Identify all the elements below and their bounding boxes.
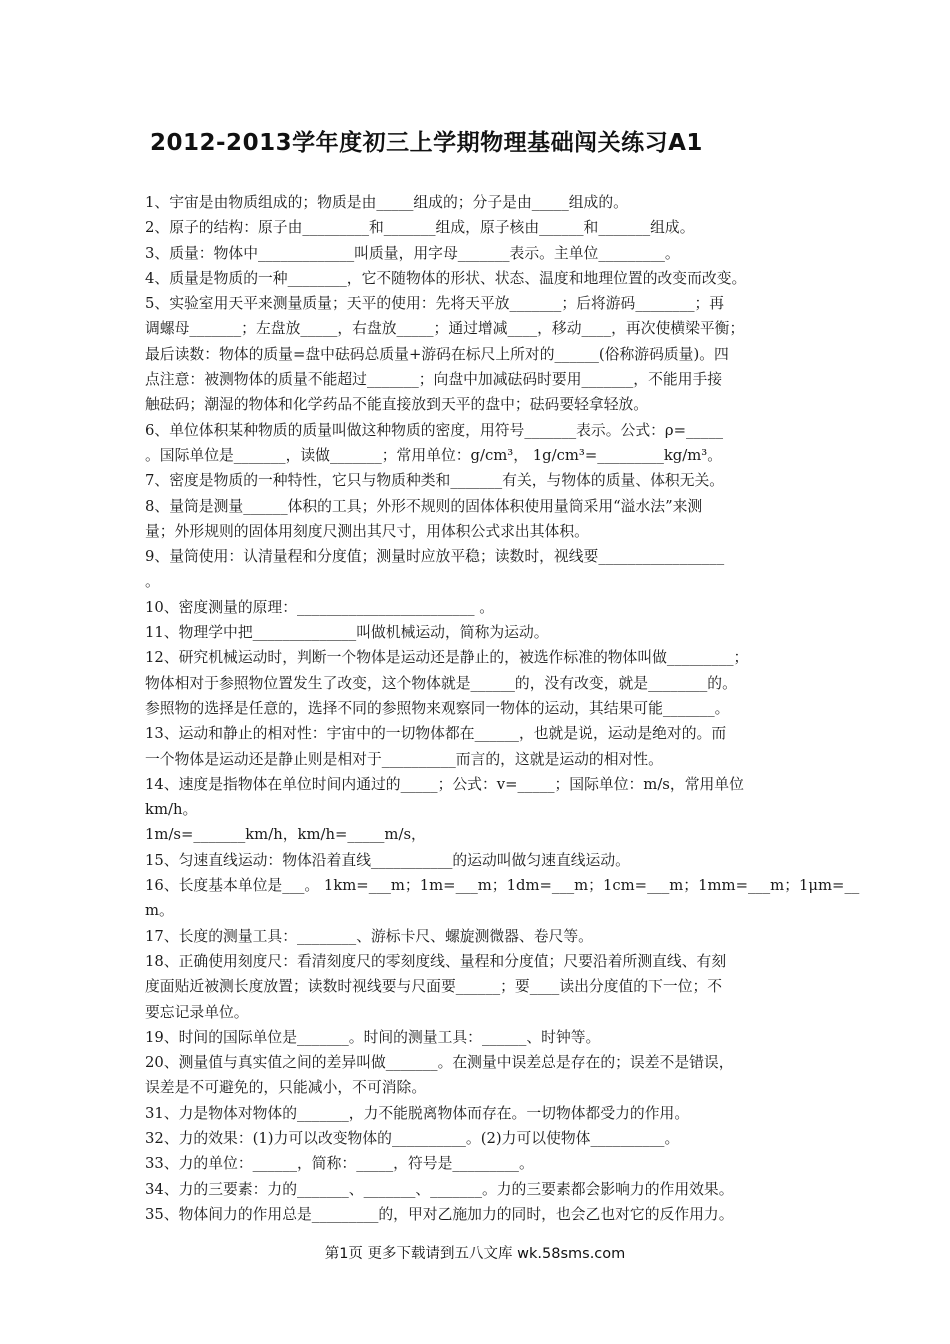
text-line: 量；外形规则的固体用刻度尺测出其尺寸，用体积公式求出其体积。 — [145, 522, 589, 540]
text-line: 1、宇宙是由物质组成的；物质是由_____组成的；分子是由_____组成的。 — [145, 194, 628, 211]
document-body — [145, 190, 860, 1227]
text-line: 35、物体间力的作用总是_________的，甲对乙施加力的同时，也会乙也对它的反作用力。 — [145, 1205, 734, 1223]
text-line: 5、实验室用天平来测量质量；天平的使用：先将天平放_______；后将游码________；再 — [145, 295, 725, 313]
text-line: 4、质量是物质的一种________，它不随物体的形状、状态、温度和地理位置的改变而改变。 — [145, 269, 747, 287]
text-line: 8、量筒是测量______体积的工具；外形不规则的固体体积使用量筒采用“溢水法”来测 — [145, 497, 703, 515]
text-line: 19、时间的国际单位是_______。时间的测量工具：______、时钟等。 — [145, 1028, 601, 1046]
text-line: 16、长度基本单位是___。 1km=___m；1m=___m；1dm=___m；1cm=___m；1mm=___m；1μm=__ — [145, 877, 860, 895]
text-line: 误差是不可避免的，只能减小，不可消除。 — [145, 1079, 427, 1097]
text-line: 6、单位体积某种物质的质量叫做这种物质的密度，用符号_______表示。公式：ρ=_____ — [145, 421, 723, 439]
page-footer: 第1页 更多下载请到五八文库 wk.58sms.com — [324, 1246, 626, 1262]
text-line: 触砝码；潮湿的物体和化学药品不能直接放到天平的盘中；砝码要轻拿轻放。 — [145, 396, 649, 414]
text-line: 参照物的选择是任意的，选择不同的参照物来观察同一物体的运动，其结果可能_______。 — [145, 699, 730, 717]
text-line: m。 — [145, 902, 174, 920]
text-line: 7、密度是物质的一种特性，它只与物质种类和_______有关，与物体的质量、体积无关。 — [145, 472, 725, 490]
text-line: 调螺母_______；左盘放_____，右盘放_____；通过增减____，移动____，再次使横梁平衡； — [145, 320, 745, 338]
text-line: 18、正确使用刻度尺：看清刻度尺的零刻度线、量程和分度值；尺要沿着所测直线、有刻 — [145, 952, 727, 970]
text-line: 12、研究机械运动时，判断一个物体是运动还是静止的，被选作标准的物体叫做_________； — [145, 649, 749, 667]
text-line: 11、物理学中把______________叫做机械运动，简称为运动。 — [145, 624, 549, 642]
text-line: 点注意：被测物体的质量不能超过_______；向盘中加减砝码时要用_______，不能用手接 — [145, 371, 723, 389]
text-line: 2、原子的结构：原子由_________和_______组成，原子核由______和_______组成。 — [145, 219, 695, 237]
text-line: 9、量筒使用：认清量程和分度值；测量时应放平稳；读数时，视线要_________________ — [145, 548, 725, 566]
text-line: 度面贴近被测长度放置；读数时视线要与尺面要______；要____读出分度值的下一位；不 — [145, 978, 723, 996]
text-line: 1m/s=_______km/h，km/h=_____m/s， — [145, 826, 426, 844]
text-line: 34、力的三要素：力的_______、_______、_______。力的三要素都会影响力的作用效果。 — [145, 1180, 734, 1198]
text-line: 10、密度测量的原理：________________________ 。 — [145, 598, 495, 616]
text-line: 3、质量：物体中_____________叫质量，用字母_______表示。主单位_________。 — [145, 244, 680, 262]
text-line: 最后读数：物体的质量=盘中砝码总质量+游码在标尺上所对的______(俗称游码质量)。四 — [145, 345, 729, 363]
text-line: 14、速度是指物体在单位时间内通过的_____；公式：v=_____；国际单位：m/s，常用单位 — [145, 775, 744, 793]
text-line: 物体相对于参照物位置发生了改变，这个物体就是______的，没有改变，就是________的。 — [145, 674, 737, 692]
page-title: 2012-2013学年度初三上学期物理基础闯关练习A1 — [150, 130, 703, 156]
text-line: 。国际单位是_______，读做_______；常用单位：g/cm³， 1g/cm³=_________kg/m³。 — [145, 446, 723, 464]
text-line: 15、匀速直线运动：物体沿着直线___________的运动叫做匀速直线运动。 — [145, 851, 630, 869]
text-line: 一个物体是运动还是静止则是相对于__________而言的，这就是运动的相对性。 — [145, 750, 663, 768]
text-line: 32、力的效果：(1)力可以改变物体的__________。(2)力可以使物体__________。 — [145, 1129, 680, 1147]
text-line: 31、力是物体对物体的_______，力不能脱离物体而存在。一切物体都受力的作用。 — [145, 1104, 690, 1122]
text-line: 要忘记录单位。 — [145, 1003, 249, 1021]
text-line: 。 — [145, 573, 160, 591]
text-line: 13、运动和静止的相对性：宇宙中的一切物体都在______，也就是说，运动是绝对的。而 — [145, 725, 727, 743]
text-line: km/h。 — [145, 801, 198, 819]
text-line: 33、力的单位：______，简称：_____，符号是_________。 — [145, 1155, 534, 1173]
text-line: 20、测量值与真实值之间的差异叫做_______。在测量中误差总是存在的；误差不是错误， — [145, 1054, 734, 1072]
text-line: 17、长度的测量工具：________、游标卡尺、螺旋测微器、卷尺等。 — [145, 927, 593, 945]
